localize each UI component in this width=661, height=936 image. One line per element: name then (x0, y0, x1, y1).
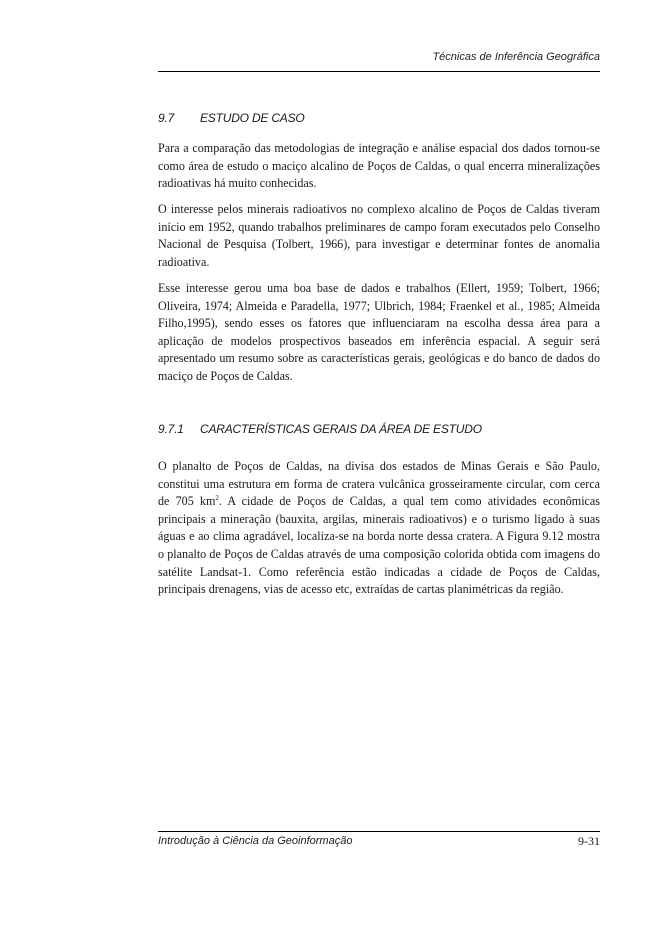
footer-book-title: Introdução à Ciência da Geoinformação (158, 835, 353, 847)
superscript: 2 (215, 494, 219, 503)
section-number: 9.7 (158, 111, 175, 125)
paragraph-text: . A cidade de Poços de Caldas, a qual tem como atividades econômicas principais a mineração (bauxita, argilas, minerais radioativos) e o turismo ligado à suas águas e ao clima agradável, localiza-se na borda norte dessa cratera. A Figura 9.12 mostra o planalto de Poços de Caldas através de uma composição colorida obtida com imagens do satélite Landsat-1. Como referência estão indicadas a cidade de Poços de Caldas, principais drenagens, vias de acesso etc, extraídas de cartas planimétricas da região. (158, 494, 600, 597)
section-heading (158, 111, 600, 125)
body-paragraph (158, 458, 600, 599)
subsection-title: CARACTERÍSTICAS GERAIS DA ÁREA DE ESTUDO (200, 422, 482, 436)
section-title: ESTUDO DE CASO (200, 111, 305, 125)
footer-rule (158, 831, 600, 832)
running-header: Técnicas de Inferência Geográfica (432, 51, 600, 63)
page-number: 9-31 (578, 834, 600, 848)
subsection-number: 9.7.1 (158, 422, 184, 436)
header-rule (158, 71, 600, 72)
paragraph-text: O planalto de Poços de Caldas, na divisa dos estados de Minas Gerais e São Paulo, constitui uma estrutura em forma de cratera vulcânica grosseiramente circular, com cerca de 705 km (158, 459, 600, 509)
body-paragraph: Para a comparação das metodologias de integração e análise espacial dos dados tornou-se como área de estudo o maciço alcalino de Poços de Caldas, o qual encerra mineralizações radioativas há muito conhecidas. (158, 141, 600, 191)
body-paragraph: Esse interesse gerou uma boa base de dados e trabalhos (Ellert, 1959; Tolbert, 1966; Oliveira, 1974; Almeida e Paradella, 1977; Ulbrich, 1984; Fraenkel et al., 1985; Almeida Filho,1995), sendo esses os fatores que influenciaram na escolha dessa área para a aplicação de modelos prospectivos baseados em inferência espacial. A seguir será apresentado um resumo sobre as características gerais, geológicas e do banco de dados do maciço de Poços de Caldas. (158, 281, 600, 383)
body-paragraph: O interesse pelos minerais radioativos no complexo alcalino de Poços de Caldas tiveram início em 1952, quando trabalhos preliminares de campo foram executados pelo Conselho Nacional de Pesquisa (Tolbert, 1966), para investigar e determinar fontes de anomalia radioativa. (158, 202, 600, 269)
subsection-heading (158, 422, 600, 436)
